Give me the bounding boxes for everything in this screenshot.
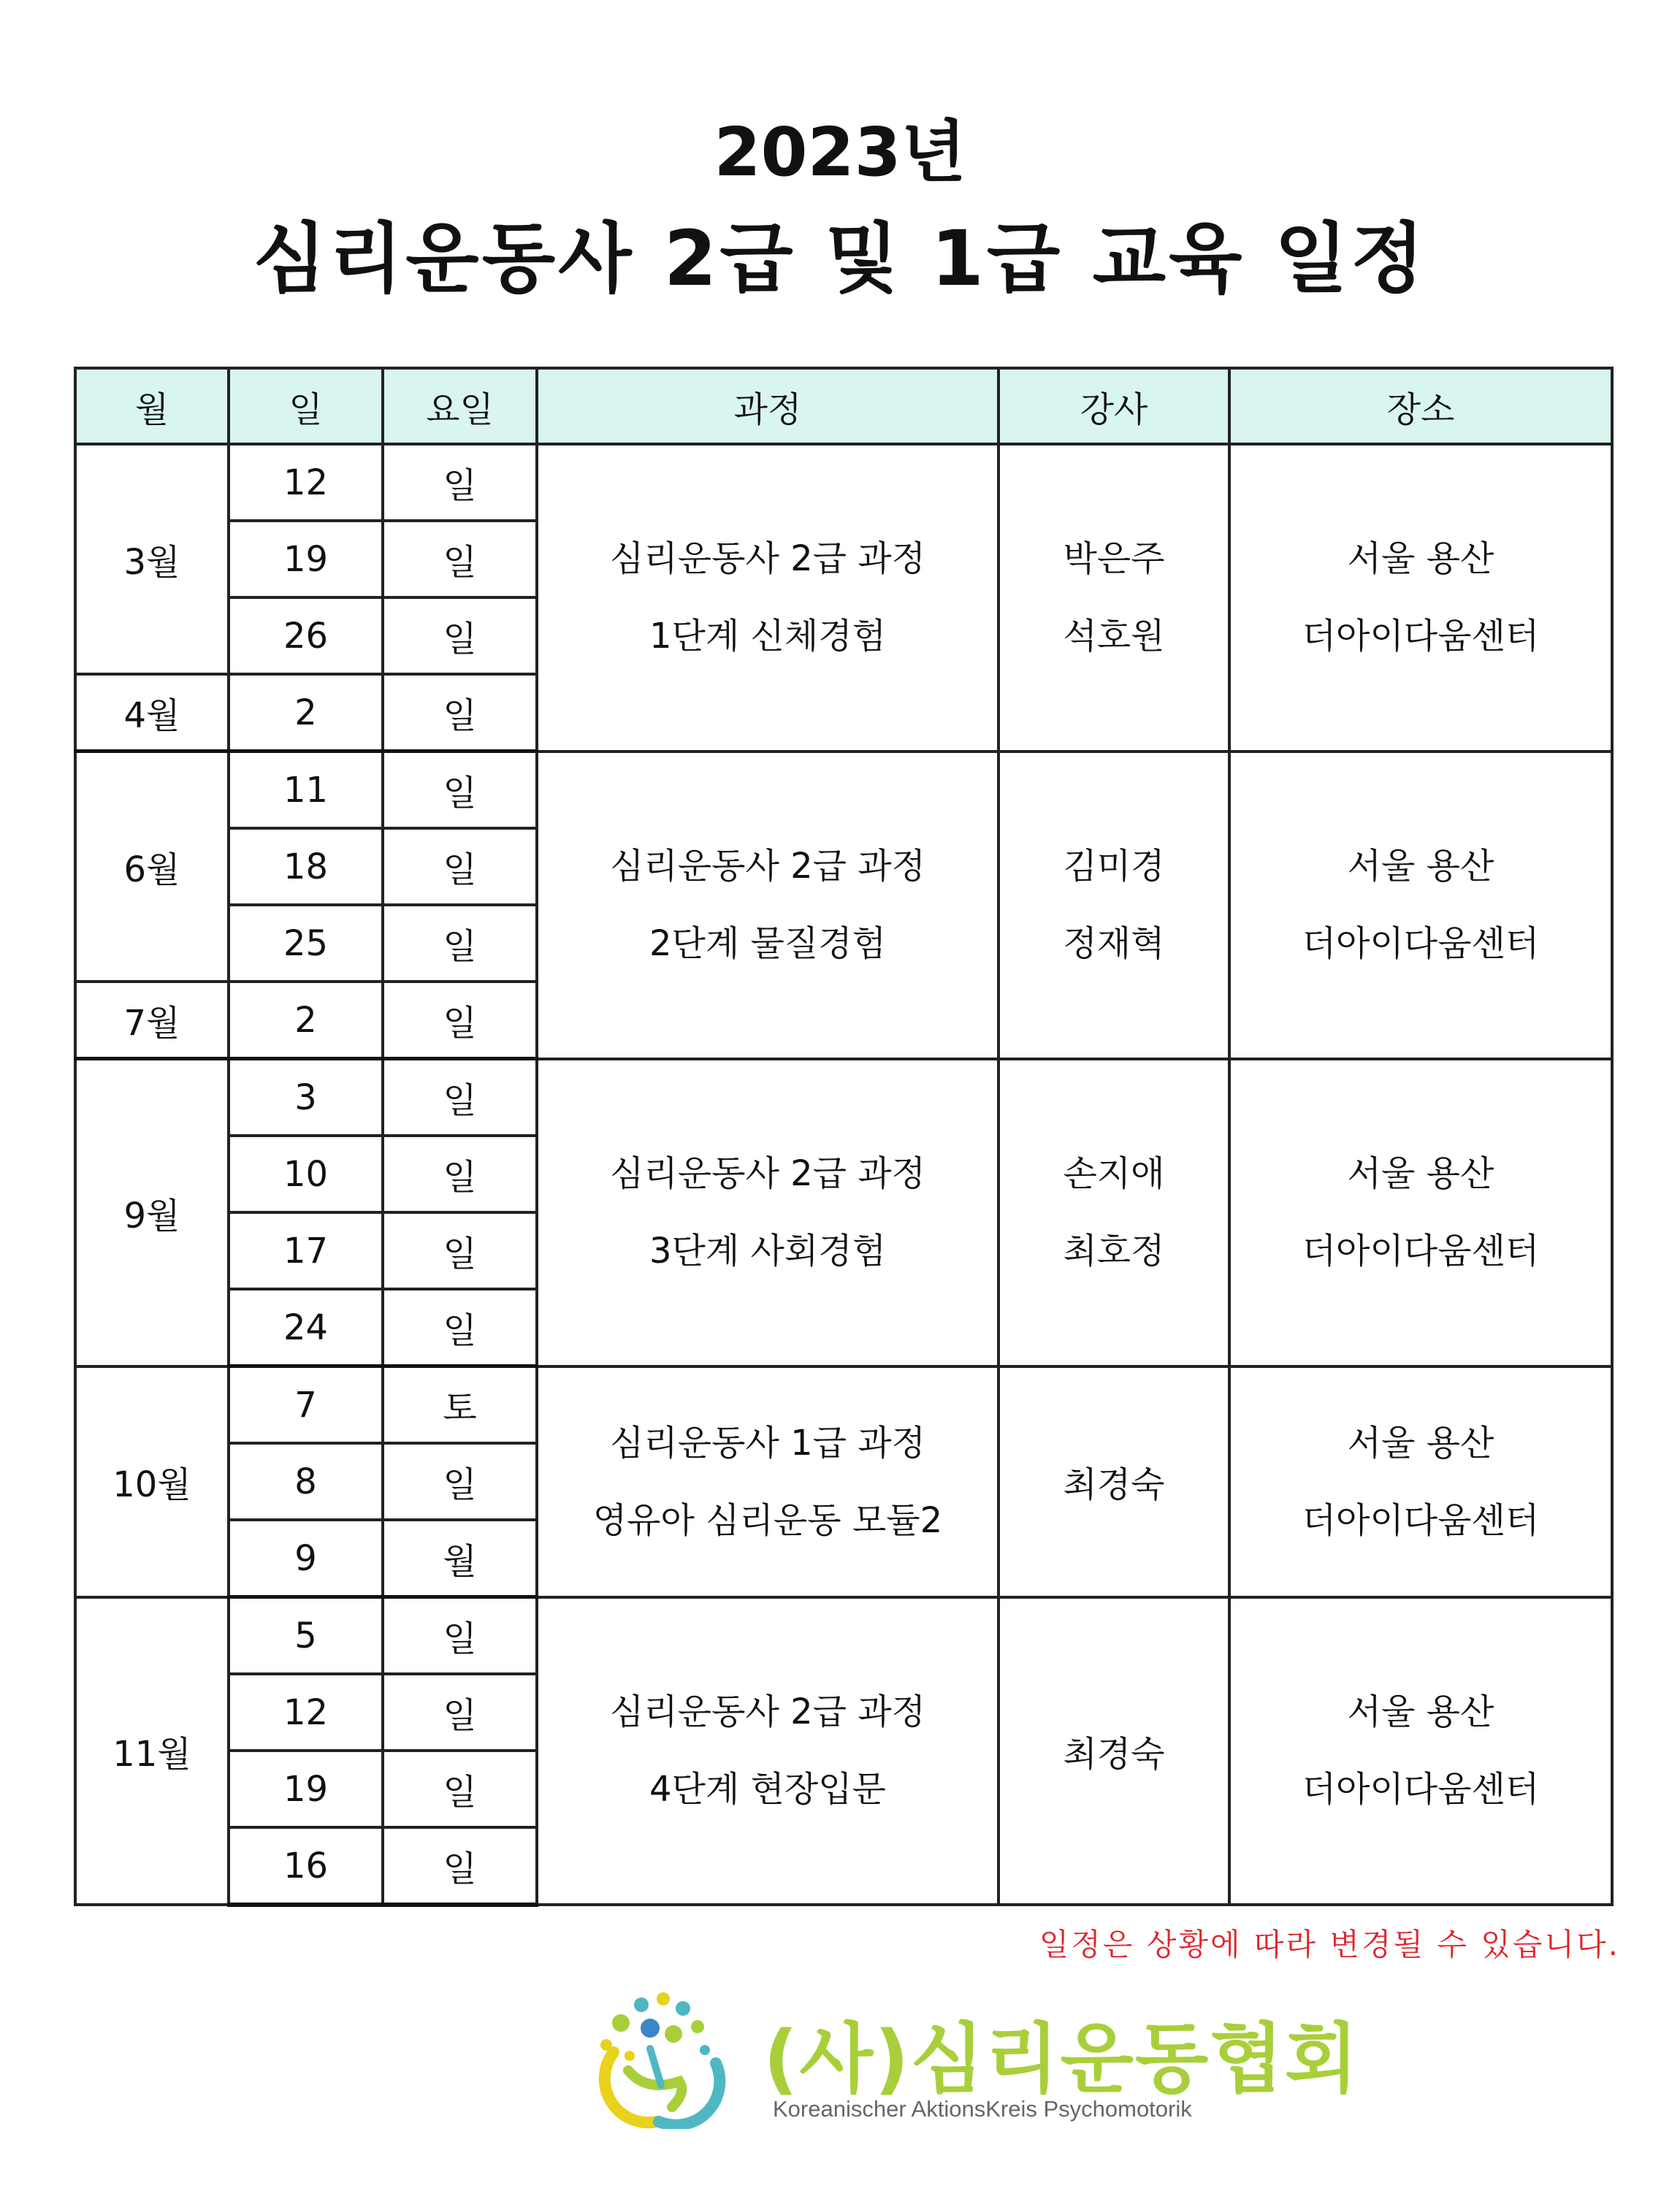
instructor-cell xyxy=(999,1597,1229,1905)
instructor-cell xyxy=(999,1059,1229,1366)
weekday-cell: 일 xyxy=(383,1674,537,1751)
day-cell: 2 xyxy=(229,674,383,752)
place-city: 서울 용산 xyxy=(1347,1422,1494,1464)
place-cell xyxy=(1229,1366,1612,1597)
table-row xyxy=(75,444,1612,521)
weekday-cell: 토 xyxy=(383,1366,537,1444)
organization-subtitle: Koreanischer AktionsKreis Psychomotorik xyxy=(773,2096,1192,2122)
table-row xyxy=(75,1059,1612,1136)
place-venue: 더아이다움센터 xyxy=(1302,923,1540,964)
month-cell: 9월 xyxy=(75,1059,229,1366)
course-title: 심리운동사 2급 과정 xyxy=(610,538,925,580)
place-venue: 더아이다움센터 xyxy=(1302,1499,1540,1541)
day-cell: 3 xyxy=(229,1059,383,1136)
place-venue: 더아이다움센터 xyxy=(1302,1769,1540,1810)
table-row xyxy=(75,752,1612,829)
schedule-change-notice: 일정은 상황에 따라 변경될 수 있습니다. xyxy=(1039,1927,1620,1962)
weekday-cell: 일 xyxy=(383,905,537,982)
month-cell: 6월 xyxy=(75,752,229,982)
place-city: 서울 용산 xyxy=(1347,538,1494,580)
instructor-name: 최호정 xyxy=(1063,1231,1165,1272)
weekday-cell: 일 xyxy=(383,1136,537,1212)
instructor-cell xyxy=(999,444,1229,752)
day-cell: 10 xyxy=(229,1136,383,1212)
header-day: 일 xyxy=(229,368,383,444)
header-row xyxy=(75,368,1612,444)
weekday-cell: 월 xyxy=(383,1520,537,1597)
month-cell: 4월 xyxy=(75,674,229,752)
header-month: 월 xyxy=(75,368,229,444)
instructor-name: 정재혁 xyxy=(1063,923,1165,964)
day-cell: 8 xyxy=(229,1443,383,1520)
weekday-cell: 일 xyxy=(383,1059,537,1136)
header-place: 장소 xyxy=(1229,368,1612,444)
weekday-cell: 일 xyxy=(383,674,537,752)
course-title: 심리운동사 2급 과정 xyxy=(610,1153,925,1194)
instructor-cell xyxy=(999,1366,1229,1597)
weekday-cell: 일 xyxy=(383,1597,537,1675)
course-cell xyxy=(537,1059,999,1366)
instructor-cell xyxy=(999,752,1229,1059)
day-cell: 19 xyxy=(229,1751,383,1827)
course-title: 심리운동사 2급 과정 xyxy=(610,846,925,887)
month-cell: 3월 xyxy=(75,444,229,674)
place-city: 서울 용산 xyxy=(1347,1153,1494,1194)
day-cell: 12 xyxy=(229,1674,383,1751)
weekday-cell: 일 xyxy=(383,1751,537,1827)
place-city: 서울 용산 xyxy=(1347,846,1494,887)
instructor-name: 손지애 xyxy=(1063,1153,1165,1194)
day-cell: 19 xyxy=(229,521,383,597)
table-row xyxy=(75,1597,1612,1675)
page-title: 심리운동사 2급 및 1급 교육 일정 xyxy=(253,214,1427,303)
day-cell: 16 xyxy=(229,1827,383,1905)
day-cell: 9 xyxy=(229,1520,383,1597)
month-cell: 10월 xyxy=(75,1366,229,1597)
day-cell: 17 xyxy=(229,1212,383,1289)
header-instructor: 강사 xyxy=(999,368,1229,444)
organization-name: (사)심리운동협회 xyxy=(763,2014,1360,2103)
place-cell xyxy=(1229,444,1612,752)
weekday-cell: 일 xyxy=(383,521,537,597)
place-cell xyxy=(1229,1059,1612,1366)
day-cell: 26 xyxy=(229,597,383,674)
weekday-cell: 일 xyxy=(383,1212,537,1289)
month-cell: 11월 xyxy=(75,1597,229,1905)
instructor-name: 박은주 xyxy=(1063,538,1165,580)
weekday-cell: 일 xyxy=(383,982,537,1059)
instructor-name: 김미경 xyxy=(1063,846,1165,887)
course-stage: 2단계 물질경험 xyxy=(649,923,886,964)
header-course: 과정 xyxy=(537,368,999,444)
place-cell xyxy=(1229,1597,1612,1905)
schedule-table xyxy=(74,367,1614,1907)
weekday-cell: 일 xyxy=(383,444,537,521)
place-city: 서울 용산 xyxy=(1347,1691,1494,1733)
weekday-cell: 일 xyxy=(383,828,537,905)
instructor-name: 최경숙 xyxy=(1063,1733,1165,1775)
course-title: 심리운동사 2급 과정 xyxy=(610,1691,925,1733)
day-cell: 7 xyxy=(229,1366,383,1444)
course-cell xyxy=(537,1597,999,1905)
place-cell xyxy=(1229,752,1612,1059)
weekday-cell: 일 xyxy=(383,752,537,829)
page-title-year: 2023년 xyxy=(714,113,966,191)
instructor-name: 최경숙 xyxy=(1063,1464,1165,1505)
day-cell: 24 xyxy=(229,1289,383,1366)
day-cell: 18 xyxy=(229,828,383,905)
weekday-cell: 일 xyxy=(383,1827,537,1905)
course-stage: 3단계 사회경험 xyxy=(649,1231,886,1272)
place-venue: 더아이다움센터 xyxy=(1302,616,1540,657)
course-stage: 영유아 심리운동 모듈2 xyxy=(592,1499,943,1541)
course-cell xyxy=(537,444,999,752)
course-cell xyxy=(537,752,999,1059)
day-cell: 12 xyxy=(229,444,383,521)
course-title: 심리운동사 1급 과정 xyxy=(610,1422,925,1464)
header-weekday: 요일 xyxy=(383,368,537,444)
instructor-name: 석호원 xyxy=(1063,616,1165,657)
association-logo-icon xyxy=(577,1983,734,2129)
weekday-cell: 일 xyxy=(383,1443,537,1520)
day-cell: 11 xyxy=(229,752,383,829)
course-stage: 4단계 현장입문 xyxy=(649,1769,886,1810)
course-cell xyxy=(537,1366,999,1597)
day-cell: 2 xyxy=(229,982,383,1059)
place-venue: 더아이다움센터 xyxy=(1302,1231,1540,1272)
weekday-cell: 일 xyxy=(383,597,537,674)
course-stage: 1단계 신체경험 xyxy=(649,616,886,657)
day-cell: 5 xyxy=(229,1597,383,1675)
table-row xyxy=(75,1366,1612,1444)
month-cell: 7월 xyxy=(75,982,229,1059)
day-cell: 25 xyxy=(229,905,383,982)
weekday-cell: 일 xyxy=(383,1289,537,1366)
